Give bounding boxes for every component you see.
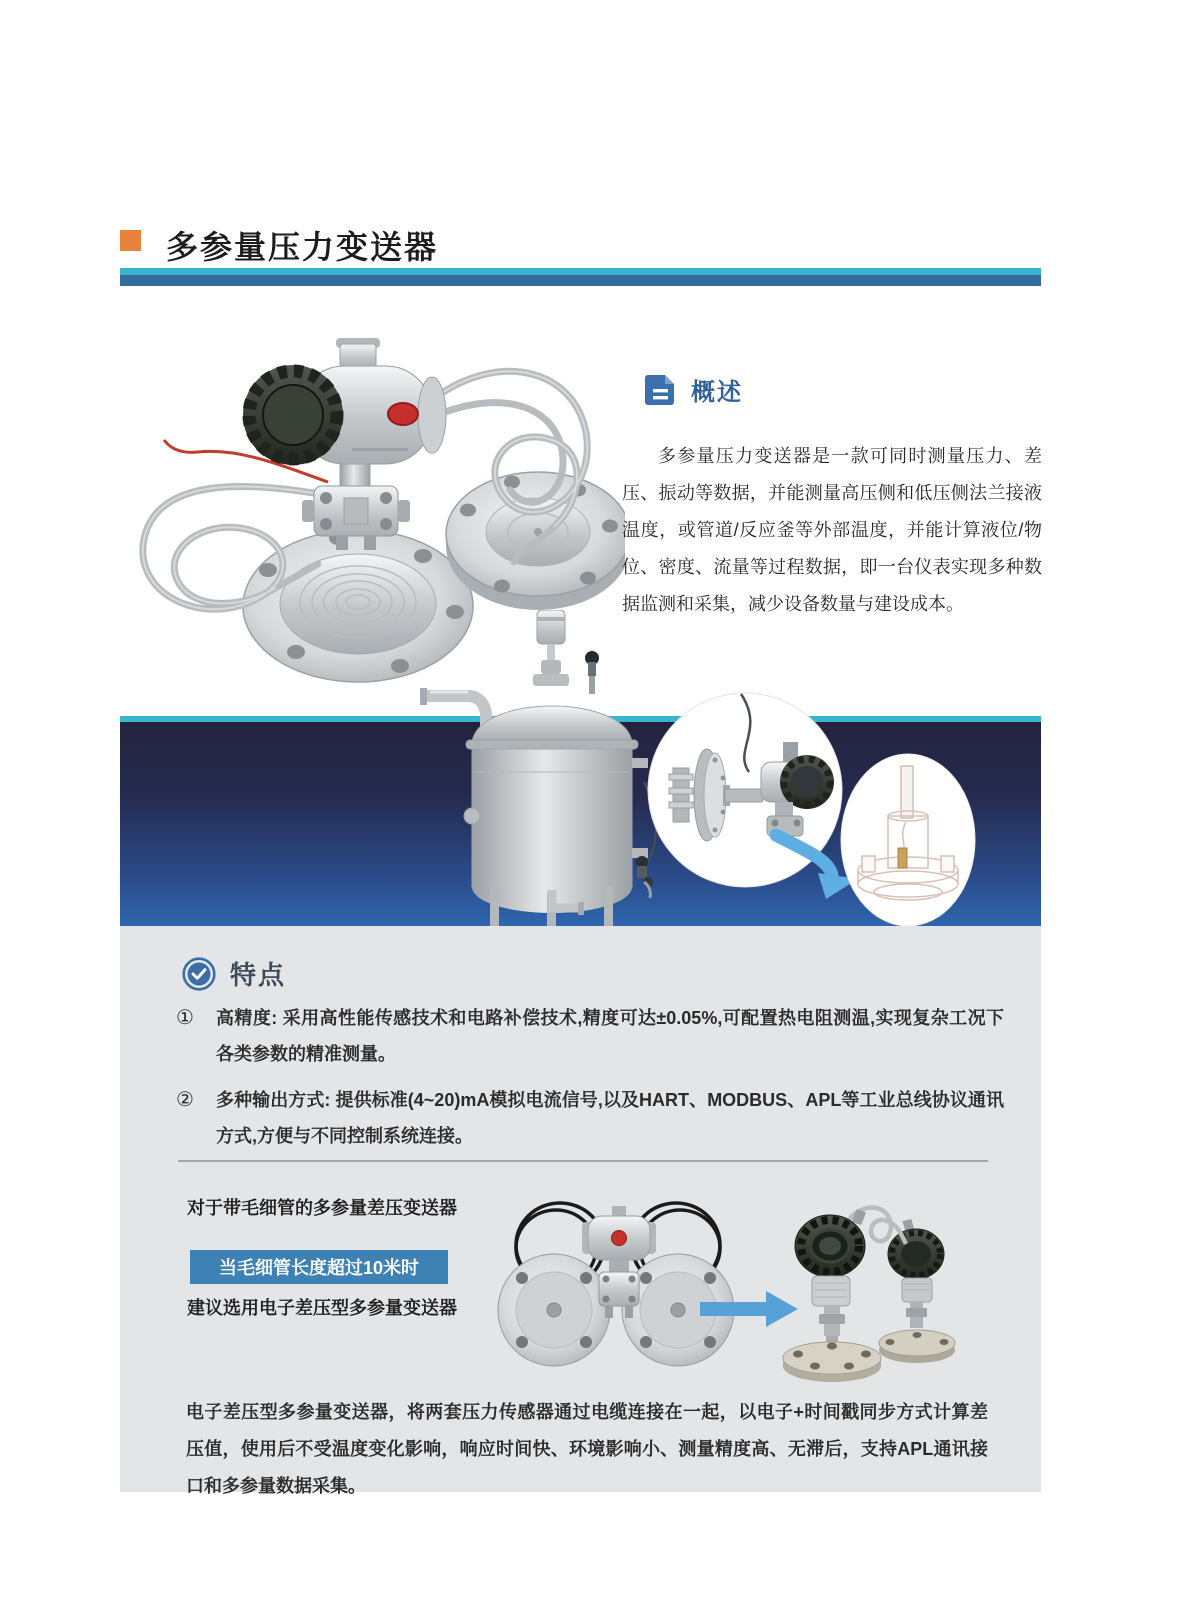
feature-marker: ①	[176, 1007, 194, 1029]
left-nozzle	[464, 808, 480, 824]
title-underline-bar	[120, 268, 1041, 286]
features-header	[182, 955, 286, 992]
section-divider	[178, 1160, 988, 1162]
capillary-note-line2: 建议选用电子差压型多参量变送器	[187, 1298, 457, 1318]
transmitter-left	[783, 1209, 881, 1382]
capillary-note-highlight: 当毛细管长度超过10米时	[190, 1250, 448, 1284]
clamp-stack	[669, 768, 693, 822]
wireframe-seal-callout	[838, 752, 978, 928]
document-icon	[645, 375, 679, 405]
feature-item-2	[176, 1082, 1004, 1154]
dome-flange	[466, 740, 638, 749]
mount-pipe	[725, 789, 763, 802]
side-pipe	[420, 688, 486, 728]
capillary-note-body: 电子差压型多参量变送器，将两套压力传感器通过电缆连接在一起，以电子+时间戳同步方式计算差压值，使用后不受温度变化影响，响应时间快、环境影响小、测量精度高、无滞后，支持APL通讯接口和多参量数据采集。	[186, 1402, 988, 1496]
title-bullet-square	[120, 230, 141, 251]
agitator-motor	[533, 610, 569, 686]
features-list	[176, 1000, 1004, 1164]
feature-item-1	[176, 1000, 1004, 1072]
feature-text: 高精度: 采用高性能传感技术和电路补偿技术,精度可达±0.05%,可配置热电阻测温,实现复杂工况下各类参数的精准测量。	[216, 1008, 1004, 1064]
transmitter-head	[243, 338, 446, 550]
vessel-dome	[472, 706, 632, 742]
feature-marker: ②	[176, 1089, 194, 1111]
flange-left	[498, 1254, 610, 1366]
page-title: 多参量压力变送器	[166, 229, 439, 265]
vertical-flange	[694, 749, 726, 841]
top-valve	[585, 651, 599, 694]
check-circle-icon	[182, 957, 216, 991]
transmitter-right	[879, 1219, 955, 1363]
capillary-dp-transmitter-image	[452, 1188, 772, 1383]
overview-header	[645, 372, 743, 407]
sensor-core	[898, 848, 907, 868]
features-heading: 特点	[230, 960, 287, 990]
title-underline-blue	[120, 275, 1041, 286]
overview-heading: 概述	[691, 379, 743, 406]
reactor-vessel-image	[420, 610, 680, 935]
feature-text: 多种输出方式: 提供标准(4~20)mA模拟电流信号,以及HART、MODBUS、APL等工业总线协议通讯方式,方便与不同控制系统连接。	[216, 1090, 1004, 1146]
title-underline-cyan	[120, 268, 1041, 275]
electronic-dp-transmitter-pair-image	[778, 1196, 968, 1391]
capillary-note-line1: 对于带毛细管的多参量差压变送器	[187, 1198, 457, 1218]
overview-body: 多参量压力变送器是一款可同时测量压力、差压、振动等数据，并能测量高压侧和低压侧法兰接液温度，或管道/反应釜等外部温度，并能计算液位/物位、密度、流量等过程数据，即一台仪表实现多种数据监测和采集，减少设备数量与建设成本。	[622, 446, 1042, 614]
